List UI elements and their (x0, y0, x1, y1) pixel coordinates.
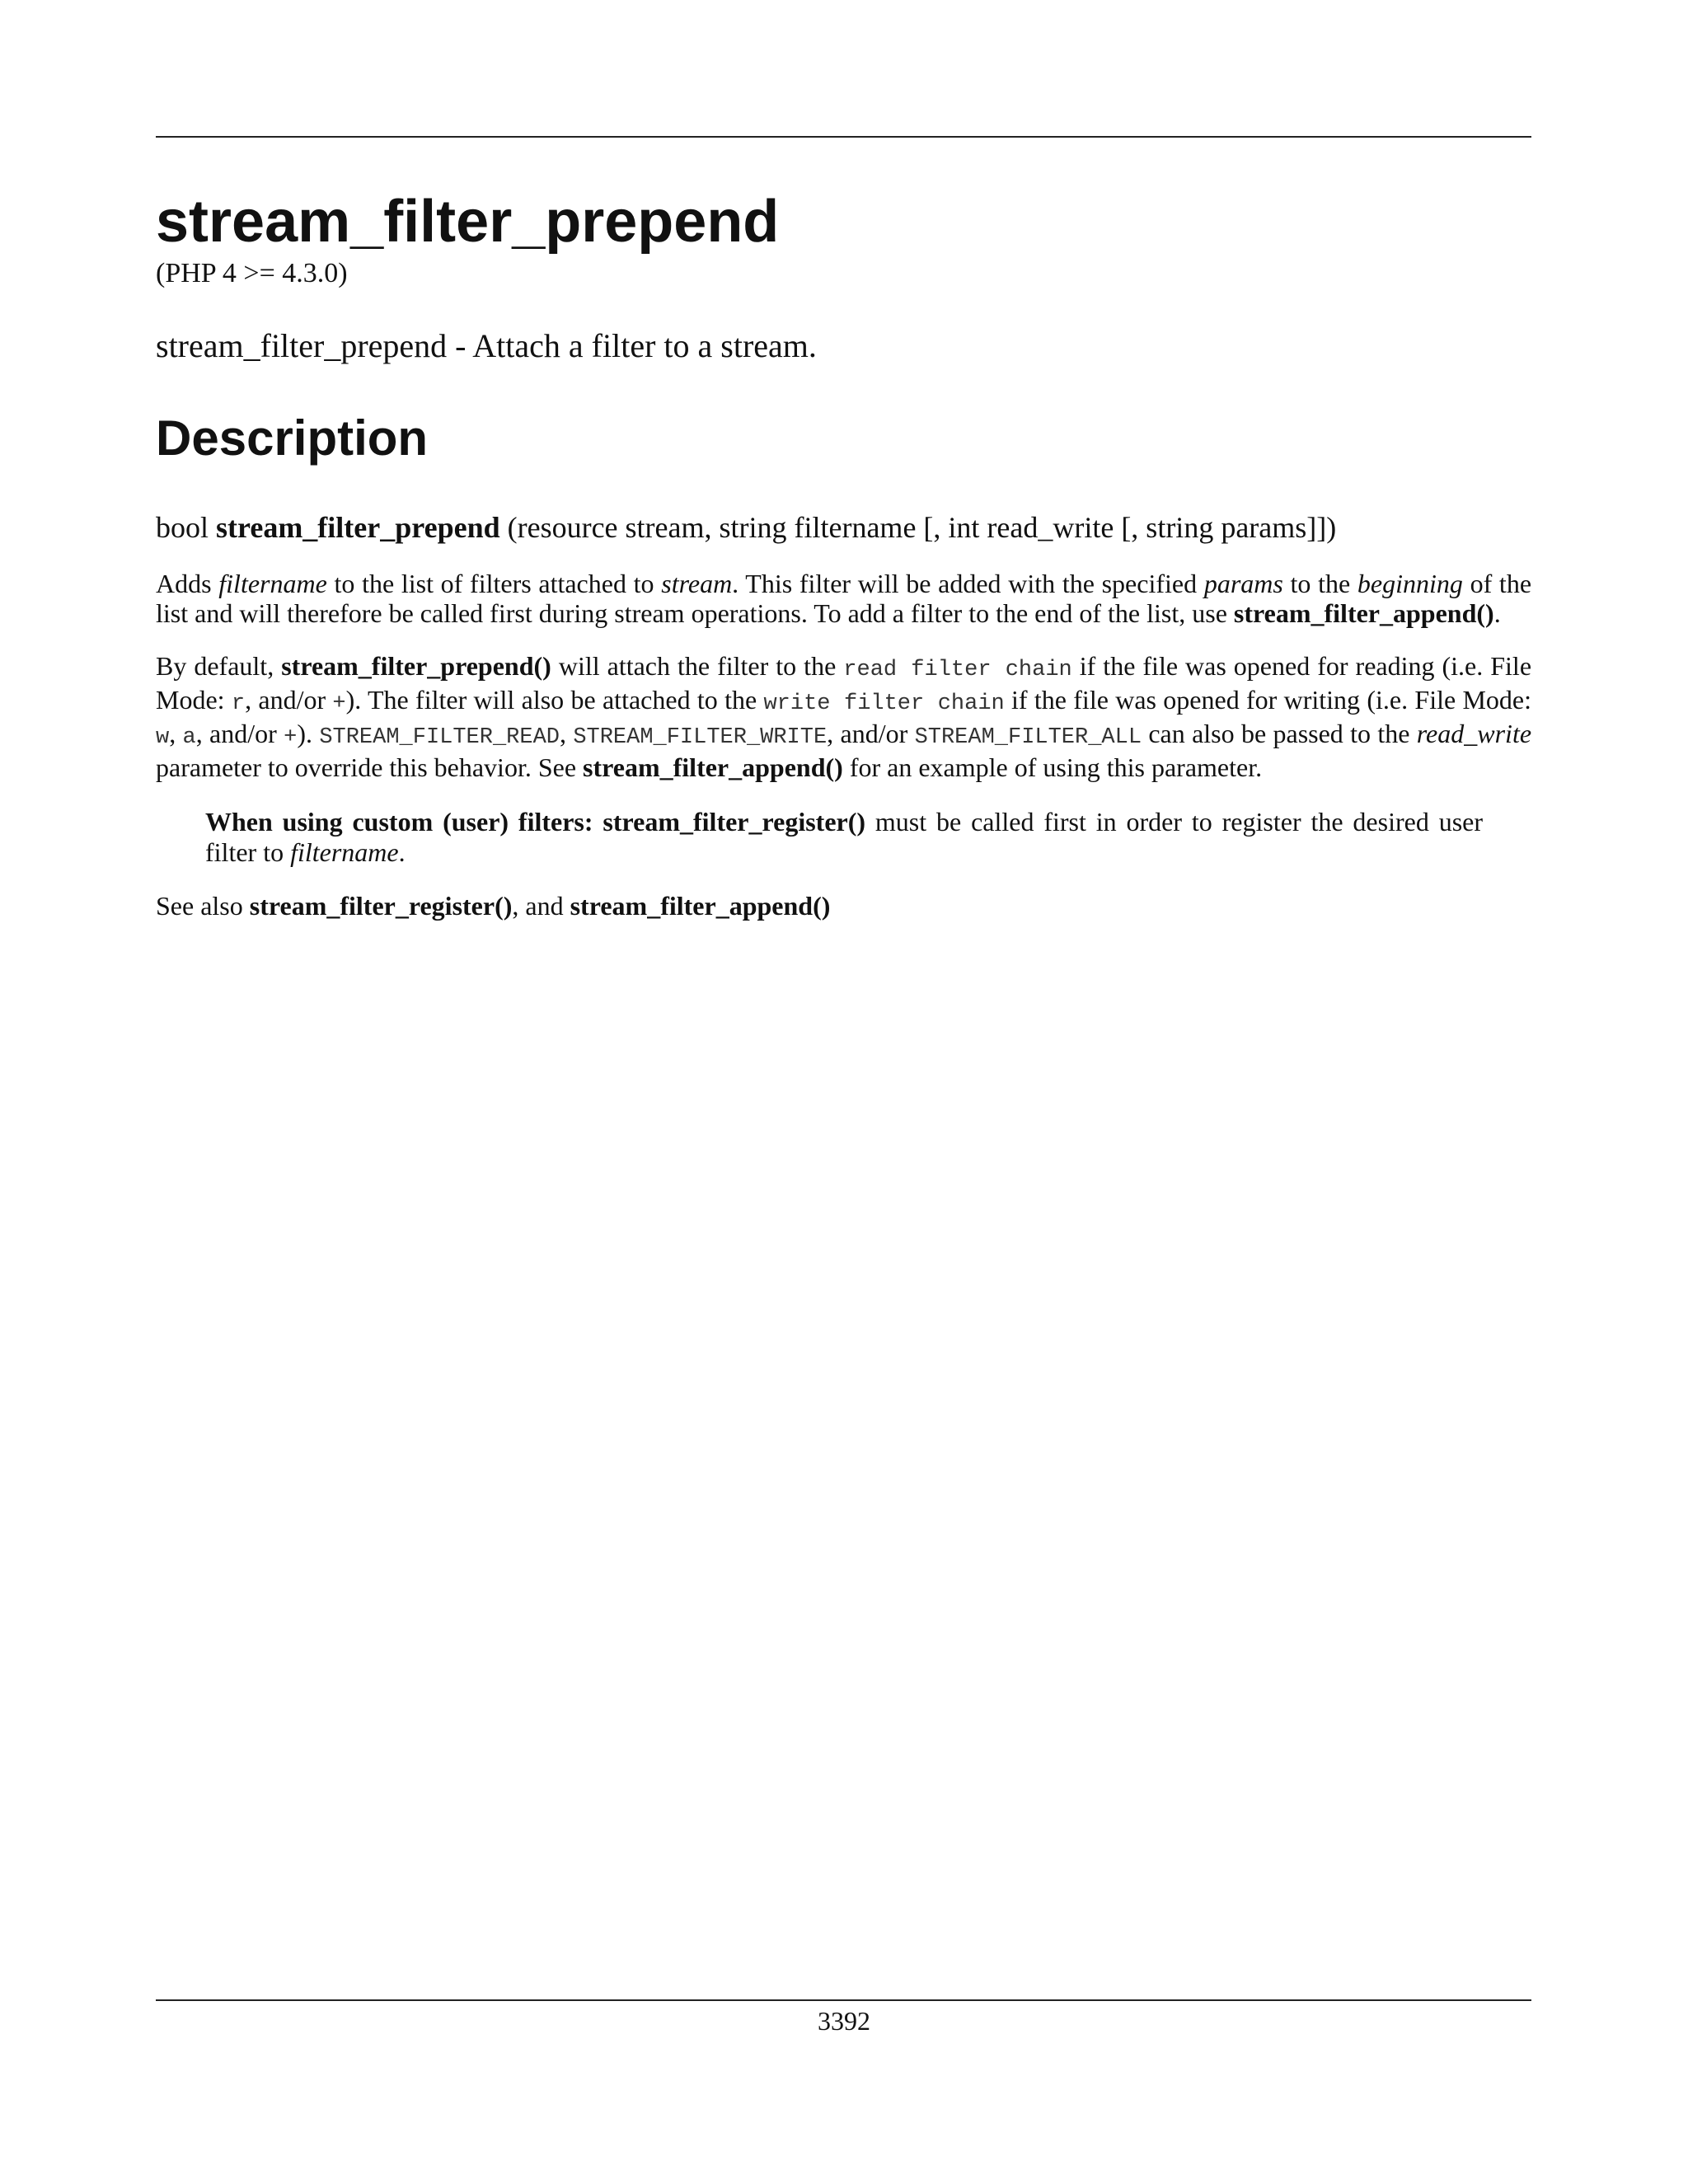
text-run: Adds (156, 569, 219, 598)
page-content (156, 186, 1531, 921)
text-run: parameter to override this behavior. See (156, 752, 584, 782)
code-const-write: STREAM_FILTER_WRITE (573, 725, 828, 750)
param-params: params (1203, 569, 1283, 598)
code-mode-r: r (231, 691, 246, 716)
text-run: ). (297, 719, 320, 748)
text-run: will attach the filter to the (551, 651, 844, 681)
text-run: . (1493, 598, 1501, 628)
text-run: if the file was opened for reading (i.e. File Mode: (156, 651, 1532, 715)
text-run: must be called first in order to register the desired user filter to (205, 807, 1484, 867)
header-rule (156, 136, 1531, 138)
see-also (156, 891, 1531, 921)
text-run: , and/or (245, 685, 333, 715)
text-run: can also be passed to the (1142, 719, 1417, 748)
code-write-filter-chain: write filter chain (763, 691, 1005, 716)
code-mode-plus: + (284, 725, 298, 750)
footer-rule (156, 1999, 1531, 2001)
function-name-prepend: stream_filter_prepend() (281, 651, 551, 681)
code-mode-plus: + (332, 691, 346, 716)
text-run: of the list and will therefore be called first during stream operations. To add a filter to the end of the list, use (156, 569, 1532, 628)
synopsis-function-name: stream_filter_prepend (216, 511, 500, 544)
section-heading-description: Description (156, 410, 429, 466)
text-run: , (559, 719, 574, 748)
text-run: for an example of using this parameter. (842, 752, 1263, 782)
function-link-append[interactable]: stream_filter_append() (570, 891, 831, 921)
note-block (205, 807, 1483, 868)
return-type: bool (156, 511, 209, 544)
note-label: When using custom (user) filters: (205, 807, 603, 837)
code-const-read: STREAM_FILTER_READ (319, 725, 560, 750)
description-paragraph-1 (156, 569, 1531, 628)
code-const-all: STREAM_FILTER_ALL (914, 725, 1142, 750)
function-synopsis (156, 509, 1531, 546)
param-filtername: filtername (290, 837, 399, 867)
emphasis-beginning: beginning (1357, 569, 1463, 598)
code-mode-a: a (182, 725, 196, 750)
text-run: . (398, 837, 406, 867)
text-run: ). The filter will also be attached to the (345, 685, 764, 715)
text-run: See also (156, 891, 250, 921)
page-title: stream_filter_prepend (156, 189, 780, 255)
param-read-write: read_write (1416, 719, 1532, 748)
text-run: , and/or (827, 719, 915, 748)
page-number: 3392 (818, 2006, 870, 2036)
description-paragraph-2 (156, 651, 1531, 782)
text-run: , (169, 719, 183, 748)
param-filtername: filtername (218, 569, 327, 598)
text-run: to the (1282, 569, 1357, 598)
text-run: , and (512, 891, 570, 921)
code-read-filter-chain: read filter chain (843, 658, 1072, 682)
param-stream: stream (661, 569, 733, 598)
text-run: . This filter will be added with the specified (732, 569, 1204, 598)
function-link-register[interactable]: stream_filter_register() (603, 807, 866, 837)
php-version: (PHP 4 >= 4.3.0) (156, 258, 348, 288)
function-link-append[interactable]: stream_filter_append() (1233, 598, 1494, 628)
text-run: to the list of filters attached to (326, 569, 662, 598)
function-link-register[interactable]: stream_filter_register() (249, 891, 513, 921)
synopsis-params: (resource stream, string filtername [, int read_write [, string params]]) (507, 511, 1337, 544)
text-run: By default, (156, 651, 282, 681)
function-link-append[interactable]: stream_filter_append() (583, 752, 843, 782)
text-run: , and/or (195, 719, 284, 748)
code-mode-w: w (156, 725, 170, 750)
ref-purpose: stream_filter_prepend - Attach a filter to a stream. (156, 327, 817, 364)
text-run: if the file was opened for writing (i.e. File Mode: (1004, 685, 1532, 715)
